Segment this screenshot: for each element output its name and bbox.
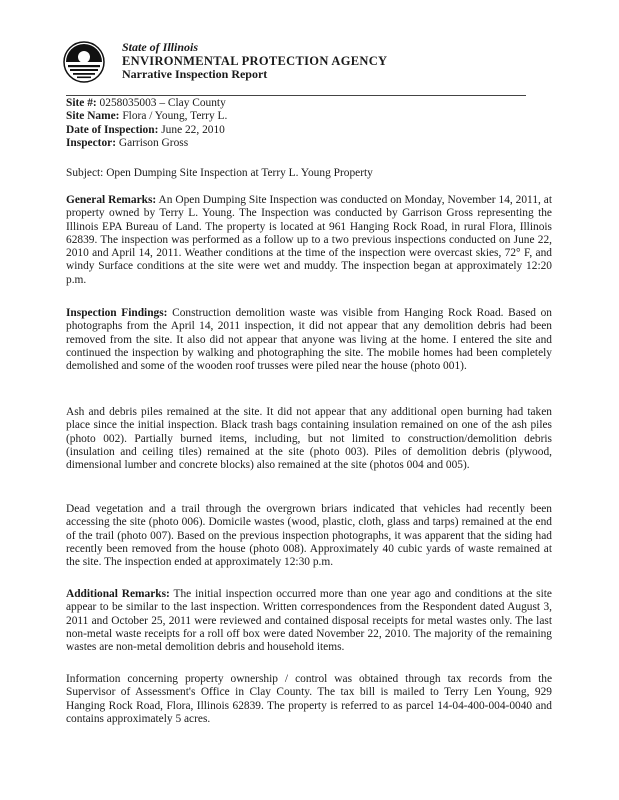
site-number-value: 0258035003 – Clay County [99, 97, 226, 109]
subject-label: Subject: [66, 167, 104, 179]
additional-remarks-heading: Additional Remarks: [66, 588, 170, 600]
inspection-findings-text: Construction demolition waste was visible from Hanging Rock Road. Based on photographs from the April 14, 2011 inspection, it did not appear that any demolition debris had been removed from the site. It also did not appear that anyone was living at the home. I entered the site and continued the inspection by walking and photographing the site. The mobile homes had been completely demolished and some of the wooden roof trusses were piled near the house (photo 001). [66, 307, 552, 373]
inspector-value: Garrison Gross [118, 136, 189, 149]
additional-remarks-paragraph [66, 588, 552, 654]
illinois-epa-seal-icon [62, 40, 106, 84]
site-info-block [66, 97, 227, 150]
inspection-findings-heading: Inspection Findings: [66, 307, 168, 319]
additional-remarks-text: The initial inspection occurred more than one year ago and conditions at the site appear to be similar to the last inspection. Written correspondences from the Respondent dated August 3, 2011 and October 25, 2011 were reviewed and contained disposal receipts for metal wastes only. The last non-metal waste receipts for a roll off box were dated November 22, 2010. The majority of the remaining wastes are non-metal demolition debris and household items. [66, 588, 552, 654]
site-name-line [66, 110, 227, 123]
letterhead [122, 41, 387, 82]
site-name-value: Flora / Young, Terry L. [122, 110, 228, 123]
agency-name: ENVIRONMENTAL PROTECTION AGENCY [122, 53, 388, 68]
site-number-label: Site #: [66, 97, 97, 109]
subject-value: Open Dumping Site Inspection at Terry L. Young Property [106, 167, 373, 179]
report-type: Narrative Inspection Report [122, 67, 268, 81]
inspection-date-label: Date of Inspection: [66, 123, 159, 136]
vegetation-trail-paragraph: Dead vegetation and a trail through the overgrown briars indicated that vehicles had recently been accessing the site (photo 006). Domicile wastes (wood, plastic, cloth, glass and tarps) remained at the end of the trail (photo 007). Based on the previous inspection photographs, it was apparent that the siding had recently been removed from the house (photo 008). Approximately 40 cubic yards of waste remained at the site. The inspection ended at approximately 12:30 p.m. [66, 503, 552, 569]
inspection-date-line [66, 124, 227, 137]
header-divider [66, 95, 526, 96]
inspector-label: Inspector: [66, 136, 116, 149]
state-name: State of Illinois [122, 40, 199, 54]
subject-line [66, 167, 373, 180]
ash-debris-paragraph: Ash and debris piles remained at the site. It did not appear that any additional open burning had taken place since the initial inspection. Black trash bags containing insulation remained on one of the ash piles (photo 002). Partially burned items, including, but not limited to construction/demolition debris (insulation and ceiling tiles) remained at the site (photo 003). Piles of demolition debris (plywood, dimensional lumber and concrete blocks) also remained at the site (photos 004 and 005). [66, 406, 552, 472]
property-ownership-paragraph: Information concerning property ownership / control was obtained through tax records from the Supervisor of Assessment's Office in Clay County. The tax bill is mailed to Terry Len Young, 929 Hanging Rock Road, Flora, Illinois 62839. The property is referred to as parcel 14-04-400-004-0040 and contains approximately 5 acres. [66, 673, 552, 725]
general-remarks-paragraph [66, 194, 552, 287]
site-name-label: Site Name: [66, 110, 120, 123]
general-remarks-text: An Open Dumping Site Inspection was conducted on Monday, November 14, 2011, at property owned by Terry L. Young. The Inspection was conducted by Garrison Gross representing the Illinois EPA Bureau of Land. The property is located at 961 Hanging Rock Road, in rural Flora, Illinois 62839. The inspection was performed as a follow up to a two previous inspections conducted on June 22, 2010 and April 14, 2011. Weather conditions at the time of the inspection were overcast skies, 72° F, and windy Surface conditions at the site were wet and muddy. The inspection began at approximately 12:20 p.m. [66, 194, 552, 286]
inspection-date-value: June 22, 2010 [161, 123, 225, 136]
inspector-line [66, 137, 227, 150]
site-number-line [66, 97, 227, 110]
inspection-findings-paragraph [66, 307, 552, 373]
general-remarks-heading: General Remarks: [66, 194, 157, 206]
